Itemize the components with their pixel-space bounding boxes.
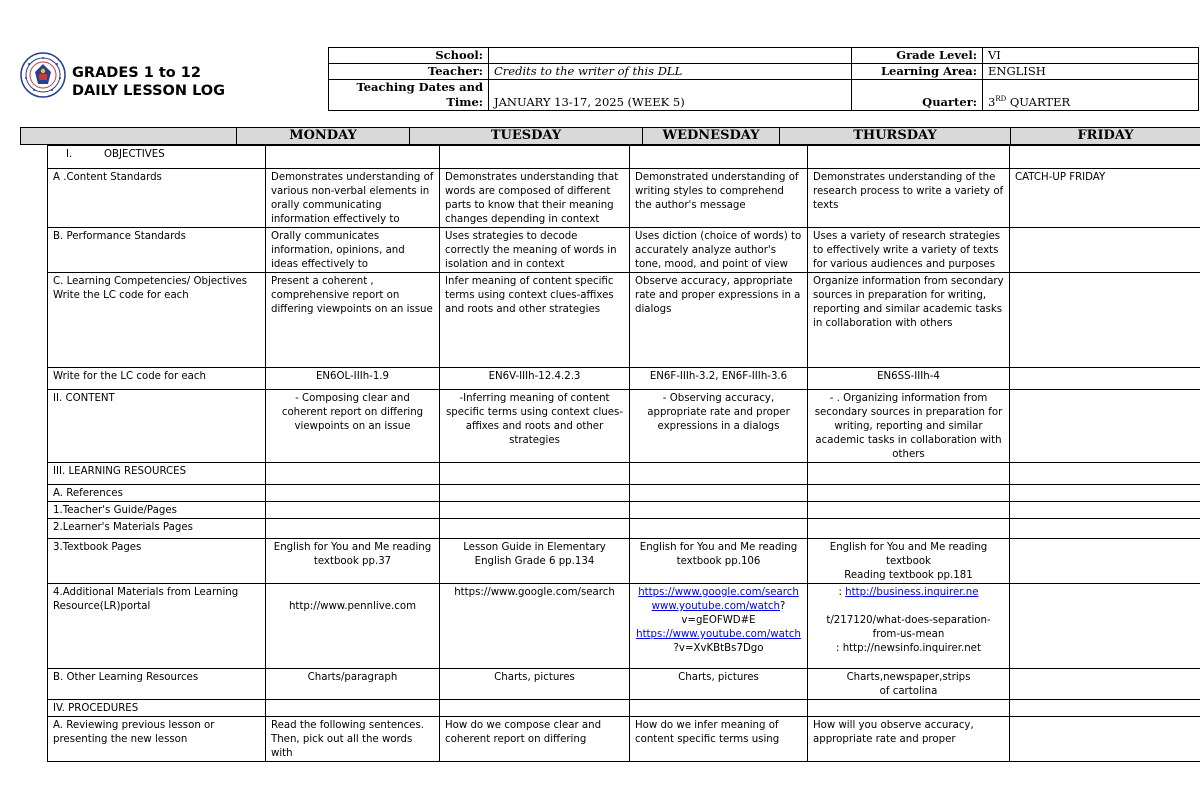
- content-thursday: - . Organizing information from secondary sources in preparation for writing, reporting and similar academic tasks in collaboration with others: [808, 390, 1010, 463]
- lc-code-thursday: EN6SS-IIIh-4: [808, 368, 1010, 390]
- table-row: [48, 669, 1200, 700]
- reviewing-label: [48, 717, 266, 762]
- textbook-thursday-line1: English for You and Me reading textbook: [829, 542, 988, 567]
- inquirer-article-path: t/217120/what-does-separation-from-us-mean: [826, 615, 991, 640]
- table-row: [48, 390, 1200, 463]
- day-tuesday: TUESDAY: [410, 128, 643, 145]
- pennlive-url: http://www.pennlive.com: [288, 601, 417, 612]
- table-row: [48, 463, 1200, 485]
- additional-materials-label-line2: Resource(LR)portal: [53, 601, 151, 612]
- competencies-thursday: Organize information from secondary sources in preparation for writing, reporting and similar academic tasks in collaboration with others: [808, 273, 1010, 368]
- additional-materials-thursday: [808, 584, 1010, 669]
- learners-materials-label: 2.Learner's Materials Pages: [48, 519, 266, 539]
- inquirer-link-prefix: :: [838, 587, 846, 598]
- teachers-guide-label: 1.Teacher's Guide/Pages: [48, 502, 266, 519]
- inquirer-newsinfo-url: : http://newsinfo.inquirer.net: [836, 643, 981, 654]
- lc-code-tuesday: EN6V-IIIh-12.4.2.3: [440, 368, 630, 390]
- learning-area-value: ENGLISH: [983, 64, 1199, 80]
- school-label: School:: [329, 48, 489, 64]
- brand-title-line2: DAILY LESSON LOG: [72, 83, 226, 99]
- textbook-label: 3.Textbook Pages: [48, 539, 266, 584]
- content-standards-friday: CATCH-UP FRIDAY: [1010, 169, 1200, 228]
- table-row: [48, 273, 1200, 368]
- reviewing-tuesday: How do we compose clear and coherent report on differing: [440, 717, 630, 762]
- competencies-tuesday: Infer meaning of content specific terms using context clues-affixes and roots and other strategies: [440, 273, 630, 368]
- content-tuesday: -Inferring meaning of content specific terms using context clues-affixes and roots and other strategies: [440, 390, 630, 463]
- youtube-watch-link-2[interactable]: https://www.youtube.com/watch: [636, 629, 801, 640]
- performance-standards-label: B. Performance Standards: [48, 228, 266, 273]
- reviewing-label-line2: presenting the new lesson: [53, 734, 188, 745]
- other-resources-tuesday: Charts, pictures: [440, 669, 630, 700]
- competencies-label: [48, 273, 266, 368]
- other-resources-thursday: [808, 669, 1010, 700]
- table-row: [48, 169, 1200, 228]
- grade-level-label: Grade Level:: [852, 48, 983, 64]
- reviewing-monday: Read the following sentences. Then, pick out all the words with: [266, 717, 440, 762]
- teaching-dates-label-line1: Teaching Dates and: [356, 80, 483, 94]
- reviewing-wednesday: How do we infer meaning of content specific terms using: [630, 717, 808, 762]
- youtube-watch-link[interactable]: www.youtube.com/watch: [651, 601, 780, 612]
- textbook-thursday-line2: Reading textbook pp.181: [844, 570, 973, 581]
- table-row: [48, 146, 1200, 169]
- other-resources-monday: Charts/paragraph: [266, 669, 440, 700]
- other-resources-thursday-line2: of cartolina: [879, 686, 938, 697]
- content-standards-monday: Demonstrates understanding of various non-verbal elements in orally communicating information effectively to: [266, 169, 440, 228]
- table-row: [48, 502, 1200, 519]
- learning-resources-label: III. LEARNING RESOURCES: [48, 463, 266, 485]
- objectives-label: OBJECTIVES: [104, 149, 165, 160]
- textbook-tuesday: Lesson Guide in Elementary English Grade 6 pp.134: [440, 539, 630, 584]
- day-wednesday: WEDNESDAY: [643, 128, 780, 145]
- other-resources-label: B. Other Learning Resources: [48, 669, 266, 700]
- day-thursday: THURSDAY: [780, 128, 1011, 145]
- objectives-num: I.: [66, 149, 73, 160]
- content-standards-wednesday: Demonstrated understanding of writing styles to comprehend the author's message: [630, 169, 808, 228]
- inquirer-business-link[interactable]: http://business.inquirer.ne: [845, 587, 979, 598]
- performance-standards-thursday: Uses a variety of research strategies to effectively write a variety of texts for various audiences and purposes: [808, 228, 1010, 273]
- teaching-dates-label: [329, 80, 489, 111]
- textbook-wednesday: English for You and Me reading textbook pp.106: [630, 539, 808, 584]
- grade-level-value: VI: [983, 48, 1199, 64]
- brand-title: [72, 64, 225, 100]
- google-search-link[interactable]: https://www.google.com/search: [638, 587, 799, 598]
- additional-materials-monday: [266, 584, 440, 669]
- additional-materials-wednesday: [630, 584, 808, 669]
- content-monday: - Composing clear and coherent report on differing viewpoints on an issue: [266, 390, 440, 463]
- additional-materials-label-line1: 4.Additional Materials from Learning: [53, 587, 239, 598]
- table-row: [48, 228, 1200, 273]
- content-standards-tuesday: Demonstrates understanding that words are composed of different parts to know that their meaning changes depending in context: [440, 169, 630, 228]
- table-row: [48, 539, 1200, 584]
- quarter-suffix: RD: [995, 95, 1007, 103]
- youtube-query-2: ?v=XvKBtBs7Dgo: [673, 643, 764, 654]
- table-row: [48, 519, 1200, 539]
- competencies-label-line2: Write the LC code for each: [53, 290, 189, 301]
- lc-code-monday: EN6OL-IIIh-1.9: [266, 368, 440, 390]
- table-row: [48, 700, 1200, 717]
- quarter-word: QUARTER: [1006, 95, 1071, 109]
- header-info-table: [328, 47, 1199, 111]
- textbook-thursday: [808, 539, 1010, 584]
- other-resources-thursday-line1: Charts,newspaper,strips: [846, 672, 971, 683]
- teaching-dates-label-line2: Time:: [446, 95, 483, 109]
- objectives-heading: [48, 146, 266, 169]
- other-resources-wednesday: Charts, pictures: [630, 669, 808, 700]
- teacher-label: Teacher:: [329, 64, 489, 80]
- brand-title-line1: GRADES 1 to 12: [72, 65, 201, 81]
- procedures-label: IV. PROCEDURES: [48, 700, 266, 717]
- quarter-number: 3: [988, 95, 996, 109]
- references-label: A. References: [48, 485, 266, 502]
- school-value: [489, 48, 852, 64]
- performance-standards-tuesday: Uses strategies to decode correctly the meaning of words in isolation and in context: [440, 228, 630, 273]
- competencies-label-line1: C. Learning Competencies/ Objectives: [53, 276, 248, 287]
- lc-code-label: Write for the LC code for each: [48, 368, 266, 390]
- lesson-log-table: [47, 145, 1200, 762]
- day-header-blank: [21, 128, 237, 145]
- competencies-monday: Present a coherent , comprehensive report on differing viewpoints on an issue: [266, 273, 440, 368]
- lc-code-wednesday: EN6F-IIIh-3.2, EN6F-IIIh-3.6: [630, 368, 808, 390]
- quarter-label: Quarter:: [852, 80, 983, 111]
- competencies-wednesday: Observe accuracy, appropriate rate and proper expressions in a dialogs: [630, 273, 808, 368]
- table-row: [48, 584, 1200, 669]
- day-monday: MONDAY: [237, 128, 410, 145]
- teacher-value: Credits to the writer of this DLL: [489, 64, 852, 80]
- additional-materials-label: [48, 584, 266, 669]
- quarter-value: [983, 80, 1199, 111]
- table-row: [48, 717, 1200, 762]
- textbook-monday: English for You and Me reading textbook pp.37: [266, 539, 440, 584]
- content-label: II. CONTENT: [48, 390, 266, 463]
- deped-seal-icon: [20, 52, 66, 98]
- content-wednesday: - Observing accuracy, appropriate rate and proper expressions in a dialogs: [630, 390, 808, 463]
- additional-materials-tuesday: https://www.google.com/search: [440, 584, 630, 669]
- learning-area-label: Learning Area:: [852, 64, 983, 80]
- day-friday: FRIDAY: [1011, 128, 1200, 145]
- youtube-watch-suffix: ?: [779, 601, 786, 612]
- content-standards-thursday: Demonstrates understanding of the research process to write a variety of texts: [808, 169, 1010, 228]
- content-standards-label: A .Content Standards: [48, 169, 266, 228]
- reviewing-label-line1: A. Reviewing previous lesson or: [53, 720, 215, 731]
- day-header-row: [20, 127, 1200, 145]
- performance-standards-monday: Orally communicates information, opinions, and ideas effectively to: [266, 228, 440, 273]
- teaching-dates-value: JANUARY 13-17, 2025 (WEEK 5): [489, 80, 852, 111]
- reviewing-thursday: How will you observe accuracy, appropriate rate and proper: [808, 717, 1010, 762]
- youtube-query-1: v=gEOFWD#E: [681, 615, 756, 626]
- performance-standards-wednesday: Uses diction (choice of words) to accurately analyze author's tone, mood, and point of view: [630, 228, 808, 273]
- table-row: [48, 485, 1200, 502]
- table-row: [48, 368, 1200, 390]
